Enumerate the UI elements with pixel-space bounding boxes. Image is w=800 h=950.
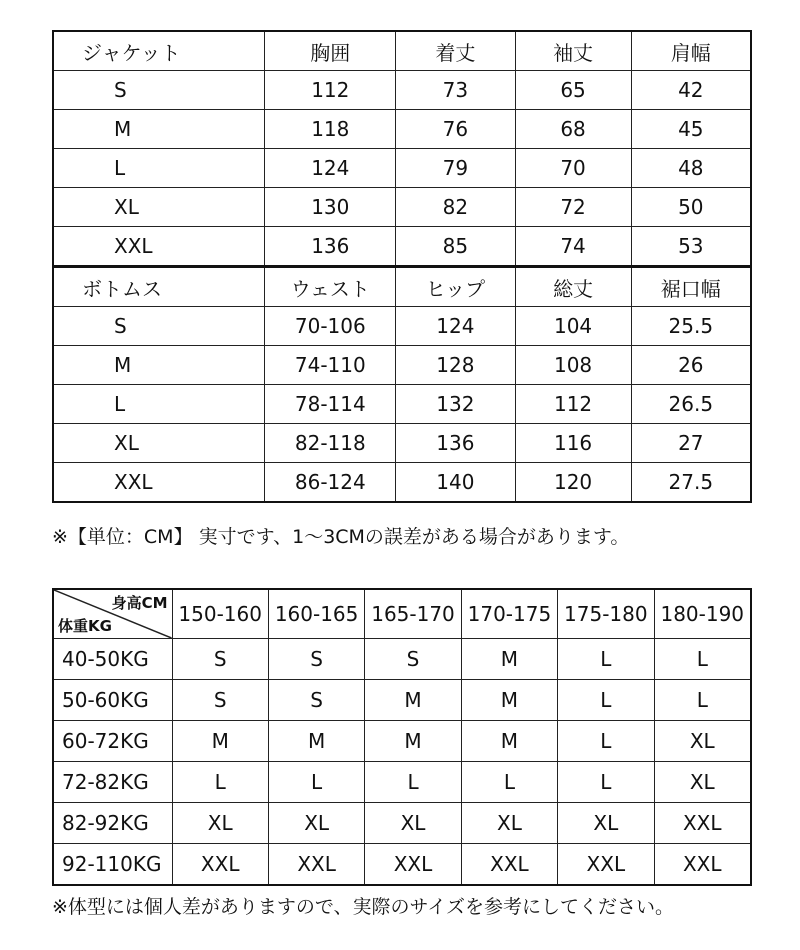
table-cell: 140 <box>396 463 515 503</box>
table-cell: S <box>268 680 364 721</box>
jacket-row <box>53 71 751 110</box>
table-cell: 27 <box>631 424 751 463</box>
table-cell: 130 <box>265 188 396 227</box>
bottoms-row <box>53 424 751 463</box>
table-cell: 42 <box>631 71 751 110</box>
table-cell: 85 <box>396 227 515 267</box>
height-header-cell: 170-175 <box>461 589 557 639</box>
table-cell: XXL <box>365 844 461 886</box>
size-label: L <box>53 149 265 188</box>
table-cell: M <box>461 680 557 721</box>
jacket-header-cell: 袖丈 <box>515 31 631 71</box>
table-cell: 45 <box>631 110 751 149</box>
size-label: S <box>53 71 265 110</box>
table-cell: XL <box>268 803 364 844</box>
height-header-cell: 150-160 <box>172 589 268 639</box>
table-cell: 48 <box>631 149 751 188</box>
weight-row <box>53 680 751 721</box>
table-cell: XXL <box>268 844 364 886</box>
weight-label: 72-82KG <box>53 762 172 803</box>
table-cell: XL <box>654 762 751 803</box>
table-cell: 78-114 <box>265 385 396 424</box>
table-cell: L <box>461 762 557 803</box>
bottoms-header-row <box>53 267 751 307</box>
jacket-row <box>53 188 751 227</box>
weight-axis-label: 体重KG <box>58 617 112 635</box>
corner-cell <box>53 589 172 639</box>
table-cell: L <box>654 680 751 721</box>
bottoms-header-cell: ボトムス <box>53 267 265 307</box>
table-cell: S <box>268 639 364 680</box>
jacket-header-cell: ジャケット <box>53 31 265 71</box>
height-header-cell: 180-190 <box>654 589 751 639</box>
table-cell: L <box>268 762 364 803</box>
size-label: XL <box>53 424 265 463</box>
size-label: M <box>53 346 265 385</box>
weight-row <box>53 721 751 762</box>
bottoms-header-cell: ヒップ <box>396 267 515 307</box>
table-cell: XXL <box>654 844 751 886</box>
bottoms-row <box>53 307 751 346</box>
jacket-row <box>53 110 751 149</box>
unit-note: ※【単位：CM】 実寸です、1～3CMの誤差がある場合があります。 <box>52 526 630 548</box>
table-cell: 65 <box>515 71 631 110</box>
table-cell: 79 <box>396 149 515 188</box>
table-cell: XL <box>654 721 751 762</box>
table-cell: 74-110 <box>265 346 396 385</box>
weight-label: 82-92KG <box>53 803 172 844</box>
table-cell: 124 <box>265 149 396 188</box>
table-cell: L <box>558 721 654 762</box>
table-cell: XXL <box>461 844 557 886</box>
table-cell: L <box>558 639 654 680</box>
size-label: XXL <box>53 463 265 503</box>
table-cell: 136 <box>265 227 396 267</box>
table-cell: 132 <box>396 385 515 424</box>
table-cell: M <box>461 639 557 680</box>
table-cell: 116 <box>515 424 631 463</box>
table-cell: 72 <box>515 188 631 227</box>
table-cell: 82-118 <box>265 424 396 463</box>
table-cell: 25.5 <box>631 307 751 346</box>
table-cell: 53 <box>631 227 751 267</box>
table-cell: 70 <box>515 149 631 188</box>
table-cell: 50 <box>631 188 751 227</box>
fit-note: ※体型には個人差がありますので、実際のサイズを参考にしてください。 <box>52 896 675 918</box>
table-cell: M <box>461 721 557 762</box>
table-cell: XL <box>558 803 654 844</box>
table-cell: M <box>268 721 364 762</box>
table-cell: S <box>172 680 268 721</box>
size-label: M <box>53 110 265 149</box>
height-header-cell: 175-180 <box>558 589 654 639</box>
size-label: XXL <box>53 227 265 267</box>
height-header-row <box>53 589 751 639</box>
table-cell: XXL <box>558 844 654 886</box>
table-cell: 27.5 <box>631 463 751 503</box>
weight-label: 40-50KG <box>53 639 172 680</box>
size-label: S <box>53 307 265 346</box>
table-cell: S <box>172 639 268 680</box>
table-cell: 112 <box>265 71 396 110</box>
table-cell: 112 <box>515 385 631 424</box>
table-cell: XXL <box>654 803 751 844</box>
weight-label: 60-72KG <box>53 721 172 762</box>
table-cell: L <box>558 680 654 721</box>
table-cell: 26 <box>631 346 751 385</box>
jacket-header-cell: 着丈 <box>396 31 515 71</box>
table-cell: 73 <box>396 71 515 110</box>
weight-row <box>53 762 751 803</box>
jacket-header-cell: 胸囲 <box>265 31 396 71</box>
table-cell: M <box>365 680 461 721</box>
table-cell: S <box>365 639 461 680</box>
jacket-header-row <box>53 31 751 71</box>
bottoms-header-cell: 総丈 <box>515 267 631 307</box>
bottoms-row <box>53 385 751 424</box>
table-cell: M <box>365 721 461 762</box>
table-cell: 74 <box>515 227 631 267</box>
fit-guide-table <box>52 588 752 886</box>
weight-row <box>53 844 751 886</box>
table-cell: 104 <box>515 307 631 346</box>
table-cell: L <box>558 762 654 803</box>
table-cell: 108 <box>515 346 631 385</box>
weight-label: 50-60KG <box>53 680 172 721</box>
weight-row <box>53 639 751 680</box>
table-cell: L <box>654 639 751 680</box>
jacket-row <box>53 149 751 188</box>
table-cell: 70-106 <box>265 307 396 346</box>
height-header-cell: 160-165 <box>268 589 364 639</box>
height-axis-label: 身高CM <box>111 594 168 612</box>
table-cell: 136 <box>396 424 515 463</box>
table-cell: M <box>172 721 268 762</box>
table-cell: 68 <box>515 110 631 149</box>
bottoms-row <box>53 463 751 503</box>
table-cell: 128 <box>396 346 515 385</box>
table-cell: XL <box>172 803 268 844</box>
table-cell: XXL <box>172 844 268 886</box>
table-cell: 118 <box>265 110 396 149</box>
table-cell: L <box>365 762 461 803</box>
table-cell: 120 <box>515 463 631 503</box>
size-chart-table <box>52 30 752 503</box>
jacket-header-cell: 肩幅 <box>631 31 751 71</box>
table-cell: 124 <box>396 307 515 346</box>
bottoms-header-cell: 裾口幅 <box>631 267 751 307</box>
weight-row <box>53 803 751 844</box>
table-cell: 26.5 <box>631 385 751 424</box>
jacket-row <box>53 227 751 267</box>
table-cell: 82 <box>396 188 515 227</box>
height-header-cell: 165-170 <box>365 589 461 639</box>
table-cell: 86-124 <box>265 463 396 503</box>
table-cell: XL <box>461 803 557 844</box>
table-cell: XL <box>365 803 461 844</box>
bottoms-header-cell: ウェスト <box>265 267 396 307</box>
size-label: L <box>53 385 265 424</box>
size-label: XL <box>53 188 265 227</box>
weight-label: 92-110KG <box>53 844 172 886</box>
table-cell: 76 <box>396 110 515 149</box>
table-cell: L <box>172 762 268 803</box>
bottoms-row <box>53 346 751 385</box>
